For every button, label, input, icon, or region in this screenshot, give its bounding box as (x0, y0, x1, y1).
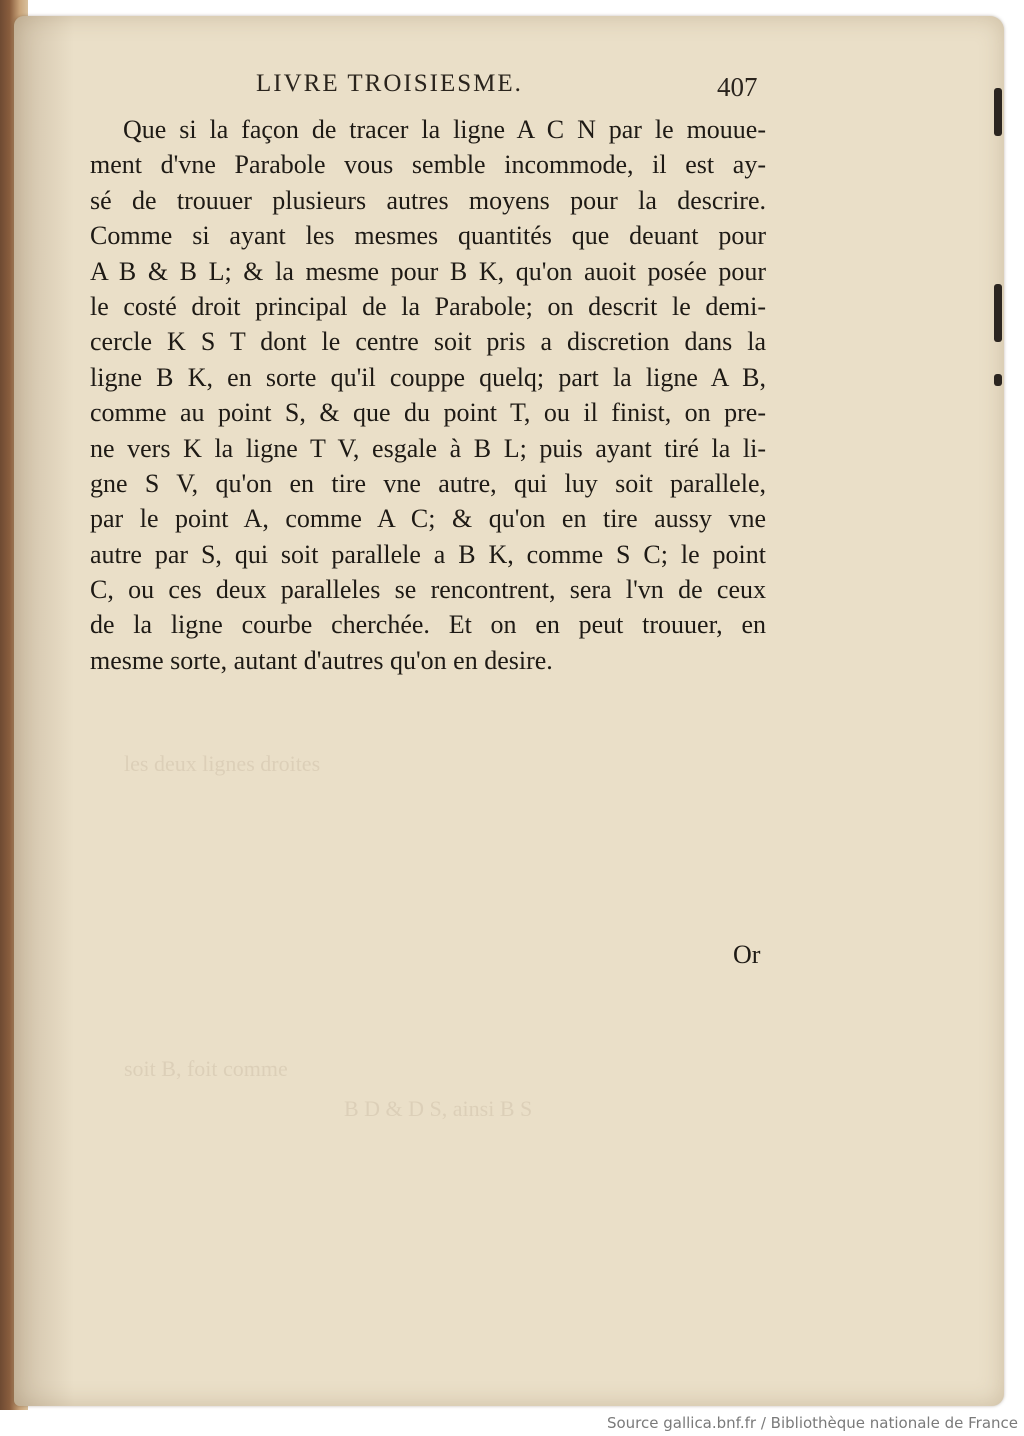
text-line: mesme sorte, autant d'autres qu'on en desire. (90, 645, 553, 675)
page-tab-marker (994, 284, 1002, 342)
text-line: le costé droit principal de la Parabole; on descrit le demi- (90, 291, 766, 321)
catchword: Or (733, 940, 761, 969)
text-line: Comme si ayant les mesmes quantités que deuant pour (90, 221, 766, 251)
text-line: autre par S, qui soit parallele a B K, comme S C; le point (90, 539, 766, 569)
text-line: par le point A, comme A C; & qu'on en tire aussy vne (90, 504, 766, 534)
running-head: LIVRE TROISIESME. (256, 70, 523, 97)
text-line: sé de trouuer plusieurs autres moyens pour la descrire. (90, 185, 766, 215)
body-text (90, 112, 766, 678)
text-line: de la ligne courbe cherchée. Et on en peut trouuer, en (90, 610, 766, 640)
page-number: 407 (717, 72, 758, 102)
text-line: Que si la façon de tracer la ligne A C N par le mouue- (123, 115, 766, 144)
gutter-shadow (14, 16, 74, 1406)
text-line: gne S V, qu'on en tire vne autre, qui luy soit parallele, (90, 468, 766, 498)
page-tab-marker (994, 88, 1002, 136)
text-line: C, ou ces deux paralleles se rencontrent, sera l'vn de ceux (90, 575, 766, 605)
bleed-through-text: les deux lignes droites (124, 751, 321, 776)
text-line: ligne B K, en sorte qu'il couppe quelq; part la ligne A B, (90, 362, 766, 392)
bleed-through-text: soit B, foit comme (124, 1056, 288, 1081)
page-tab-marker (994, 374, 1002, 386)
text-line: cercle K S T dont le centre soit pris a discretion dans la (90, 327, 766, 357)
text-line: A B & B L; & la mesme pour B K, qu'on auoit posée pour (90, 256, 766, 286)
text-line: ment d'vne Parabole vous semble incommode, il est ay- (90, 150, 766, 180)
text-line: comme au point S, & que du point T, ou il finist, on pre- (90, 398, 766, 428)
bleed-through-text: B D & D S, ainsi B S (344, 1096, 533, 1121)
source-attribution: Source gallica.bnf.fr / Bibliothèque nationale de France (606, 1414, 1018, 1432)
text-line: ne vers K la ligne T V, esgale à B L; puis ayant tiré la li- (90, 433, 766, 463)
